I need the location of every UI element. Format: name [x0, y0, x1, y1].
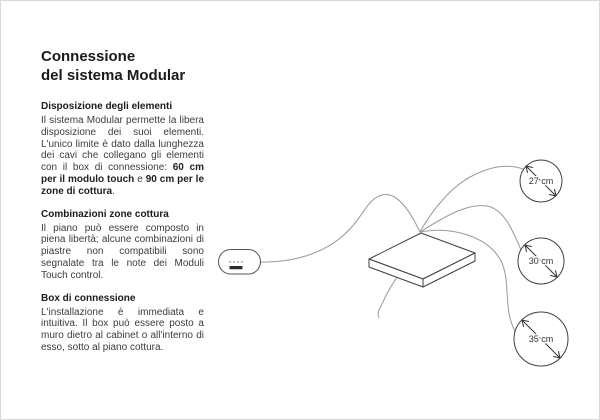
zone-27-label: 27 cm [528, 176, 554, 186]
power-cable [378, 277, 397, 318]
zone-35-label: 35 cm [528, 334, 554, 344]
section-body: Il piano può essere composto in piena libertà; alcune combinazioni di piastre non compatibili sono segnalate tra le note dei Moduli Touch control. [41, 222, 204, 281]
touch-module-dot [241, 261, 243, 263]
section-heading: Combinazioni zone cottura [41, 208, 169, 220]
body-text: e [134, 173, 146, 185]
touch-module [219, 250, 261, 275]
page-title-line2: del sistema Modular [41, 67, 186, 84]
body-text: . [112, 185, 115, 197]
section-heading: Disposizione degli elementi [41, 101, 173, 112]
touch-module-body [219, 250, 261, 275]
touch-module-display-bar [230, 266, 243, 269]
zone-circle-27 [520, 160, 562, 202]
zone-circle-30 [518, 238, 564, 284]
zone-30-label: 30 cm [528, 256, 554, 266]
body-text-bold: 90 cm per le zone di cottura [41, 173, 205, 197]
section-heading: Box di connessione [41, 292, 136, 304]
zone-circle-35 [514, 312, 568, 366]
body-text-bold: 60 cm per il modulo touch [41, 162, 204, 185]
section-body: L'installazione è immediata e intuitiva. Il box può essere posto a muro dietro al cabinet o all'interno di esso, sotto al piano cottura. [41, 306, 204, 353]
body-text: Il sistema Modular permette la libera disposizione dei suoi elementi. L'unico limite è dato dalla lunghezza dei cavi che collegano gli elementi con il box di connessione: [41, 115, 204, 174]
touch-module-dot [233, 261, 235, 263]
touch-module-dot [229, 261, 231, 263]
modular-system-diagram [1, 1, 600, 420]
connection-box [369, 233, 475, 287]
page-title-line1: Connessione [41, 48, 136, 65]
touch-module-dot [237, 261, 239, 263]
